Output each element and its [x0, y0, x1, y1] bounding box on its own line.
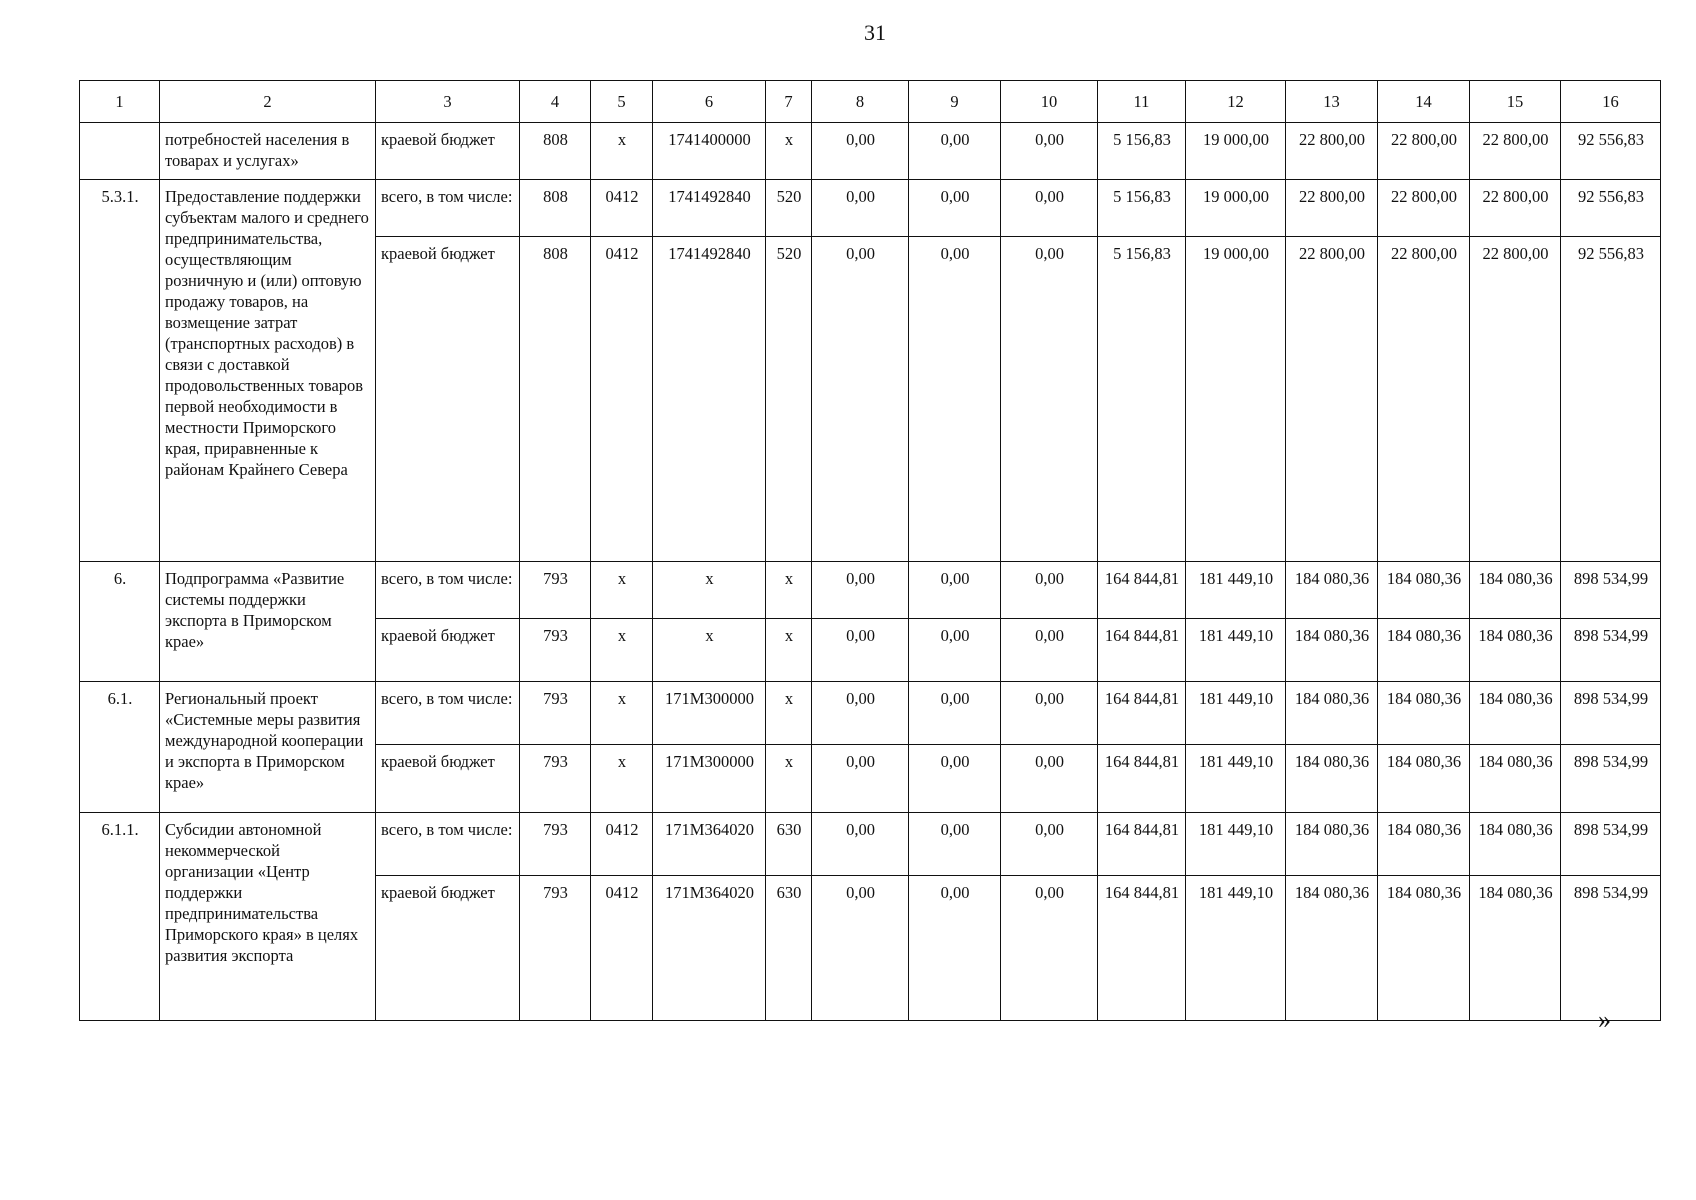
cell-c5: 0412 [591, 813, 653, 876]
funding-source: всего, в том числе: [376, 682, 520, 745]
cell-c8: 0,00 [812, 682, 909, 745]
column-header: 4 [520, 81, 591, 123]
item-number: 6.1.1. [80, 813, 160, 1021]
cell-c6: 1741492840 [653, 180, 766, 237]
column-header: 12 [1186, 81, 1286, 123]
cell-c16: 92 556,83 [1561, 123, 1661, 180]
cell-c12: 181 449,10 [1186, 562, 1286, 619]
funding-source: всего, в том числе: [376, 562, 520, 619]
cell-c5: x [591, 682, 653, 745]
item-description: Субсидии автономной некоммерческой организации «Центр поддержки предпринимательства Приморского края» в целях развития экспорта [160, 813, 376, 1021]
column-header: 5 [591, 81, 653, 123]
cell-c16: 898 534,99 [1561, 682, 1661, 745]
cell-c15: 184 080,36 [1470, 562, 1561, 619]
cell-c13: 22 800,00 [1286, 123, 1378, 180]
cell-c7: x [766, 562, 812, 619]
column-header: 6 [653, 81, 766, 123]
cell-c4: 793 [520, 876, 591, 1021]
cell-c8: 0,00 [812, 123, 909, 180]
cell-c5: x [591, 123, 653, 180]
cell-c14: 184 080,36 [1378, 745, 1470, 813]
cell-c12: 181 449,10 [1186, 745, 1286, 813]
cell-c8: 0,00 [812, 619, 909, 682]
cell-c16: 898 534,99 [1561, 876, 1661, 1021]
cell-c11: 164 844,81 [1098, 562, 1186, 619]
cell-c4: 793 [520, 813, 591, 876]
cell-c8: 0,00 [812, 813, 909, 876]
cell-c4: 793 [520, 682, 591, 745]
cell-c10: 0,00 [1001, 876, 1098, 1021]
header-row [80, 81, 1661, 123]
cell-c12: 181 449,10 [1186, 682, 1286, 745]
item-description: потребностей населения в товарах и услугах» [160, 123, 376, 180]
cell-c8: 0,00 [812, 237, 909, 562]
cell-c6: 171M300000 [653, 745, 766, 813]
table-row [80, 682, 1661, 745]
cell-c9: 0,00 [909, 562, 1001, 619]
column-header: 7 [766, 81, 812, 123]
cell-c14: 184 080,36 [1378, 619, 1470, 682]
cell-c9: 0,00 [909, 682, 1001, 745]
cell-c6: 171M364020 [653, 876, 766, 1021]
column-header: 1 [80, 81, 160, 123]
closing-quote-mark: » [1598, 1005, 1611, 1034]
cell-c14: 184 080,36 [1378, 562, 1470, 619]
funding-source: всего, в том числе: [376, 180, 520, 237]
funding-source: краевой бюджет [376, 876, 520, 1021]
cell-c5: x [591, 619, 653, 682]
column-header: 10 [1001, 81, 1098, 123]
cell-c7: x [766, 619, 812, 682]
cell-c10: 0,00 [1001, 745, 1098, 813]
cell-c8: 0,00 [812, 562, 909, 619]
cell-c13: 22 800,00 [1286, 180, 1378, 237]
cell-c10: 0,00 [1001, 123, 1098, 180]
cell-c6: 1741492840 [653, 237, 766, 562]
column-header: 3 [376, 81, 520, 123]
cell-c6: 171M364020 [653, 813, 766, 876]
cell-c7: x [766, 123, 812, 180]
cell-c10: 0,00 [1001, 180, 1098, 237]
cell-c6: 171M300000 [653, 682, 766, 745]
cell-c7: x [766, 745, 812, 813]
cell-c10: 0,00 [1001, 619, 1098, 682]
column-header: 2 [160, 81, 376, 123]
item-description: Предоставление поддержки субъектам малого и среднего предпринимательства, осуществляющим розничную и (или) оптовую продажу товаров, на возмещение затрат (транспортных расходов) в связи с доставкой продовольственных товаров первой необходимости в местности Приморского края, приравненные к районам Крайнего Севера [160, 180, 376, 562]
column-header: 13 [1286, 81, 1378, 123]
cell-c7: 520 [766, 180, 812, 237]
cell-c12: 19 000,00 [1186, 180, 1286, 237]
cell-c13: 184 080,36 [1286, 619, 1378, 682]
cell-c13: 184 080,36 [1286, 562, 1378, 619]
cell-c13: 184 080,36 [1286, 876, 1378, 1021]
item-description: Подпрограмма «Развитие системы поддержки экспорта в Приморском крае» [160, 562, 376, 682]
cell-c16: 92 556,83 [1561, 237, 1661, 562]
cell-c16: 898 534,99 [1561, 619, 1661, 682]
cell-c7: 630 [766, 876, 812, 1021]
cell-c5: 0412 [591, 876, 653, 1021]
cell-c15: 22 800,00 [1470, 123, 1561, 180]
cell-c8: 0,00 [812, 745, 909, 813]
page-number: 31 [864, 20, 886, 45]
cell-c12: 181 449,10 [1186, 813, 1286, 876]
cell-c5: 0412 [591, 237, 653, 562]
cell-c15: 184 080,36 [1470, 813, 1561, 876]
cell-c11: 164 844,81 [1098, 745, 1186, 813]
column-header: 8 [812, 81, 909, 123]
cell-c4: 793 [520, 562, 591, 619]
cell-c11: 164 844,81 [1098, 619, 1186, 682]
item-description: Региональный проект «Системные меры развития международной кооперации и экспорта в Приморском крае» [160, 682, 376, 813]
cell-c13: 184 080,36 [1286, 813, 1378, 876]
cell-c7: 520 [766, 237, 812, 562]
cell-c4: 808 [520, 237, 591, 562]
cell-c14: 22 800,00 [1378, 180, 1470, 237]
cell-c9: 0,00 [909, 237, 1001, 562]
item-number: 6.1. [80, 682, 160, 813]
cell-c10: 0,00 [1001, 562, 1098, 619]
cell-c13: 184 080,36 [1286, 682, 1378, 745]
cell-c10: 0,00 [1001, 237, 1098, 562]
budget-table [79, 80, 1661, 1021]
funding-source: краевой бюджет [376, 237, 520, 562]
column-header: 16 [1561, 81, 1661, 123]
cell-c6: x [653, 562, 766, 619]
cell-c11: 164 844,81 [1098, 682, 1186, 745]
funding-source: всего, в том числе: [376, 813, 520, 876]
cell-c14: 184 080,36 [1378, 813, 1470, 876]
cell-c9: 0,00 [909, 180, 1001, 237]
column-header: 14 [1378, 81, 1470, 123]
cell-c13: 22 800,00 [1286, 237, 1378, 562]
funding-source: краевой бюджет [376, 619, 520, 682]
cell-c9: 0,00 [909, 813, 1001, 876]
cell-c8: 0,00 [812, 180, 909, 237]
cell-c9: 0,00 [909, 876, 1001, 1021]
cell-c15: 184 080,36 [1470, 619, 1561, 682]
cell-c12: 181 449,10 [1186, 876, 1286, 1021]
cell-c15: 184 080,36 [1470, 682, 1561, 745]
cell-c4: 808 [520, 123, 591, 180]
cell-c11: 164 844,81 [1098, 876, 1186, 1021]
item-number [80, 123, 160, 180]
cell-c11: 5 156,83 [1098, 237, 1186, 562]
cell-c16: 898 534,99 [1561, 745, 1661, 813]
cell-c15: 184 080,36 [1470, 745, 1561, 813]
cell-c11: 164 844,81 [1098, 813, 1186, 876]
item-number: 5.3.1. [80, 180, 160, 562]
cell-c15: 22 800,00 [1470, 237, 1561, 562]
cell-c14: 184 080,36 [1378, 682, 1470, 745]
cell-c14: 22 800,00 [1378, 237, 1470, 562]
cell-c9: 0,00 [909, 745, 1001, 813]
table-row [80, 813, 1661, 876]
cell-c14: 184 080,36 [1378, 876, 1470, 1021]
cell-c7: 630 [766, 813, 812, 876]
table-row [80, 123, 1661, 180]
cell-c16: 898 534,99 [1561, 562, 1661, 619]
cell-c6: x [653, 619, 766, 682]
cell-c13: 184 080,36 [1286, 745, 1378, 813]
column-header: 15 [1470, 81, 1561, 123]
cell-c5: x [591, 562, 653, 619]
cell-c4: 808 [520, 180, 591, 237]
cell-c6: 1741400000 [653, 123, 766, 180]
cell-c15: 22 800,00 [1470, 180, 1561, 237]
cell-c5: 0412 [591, 180, 653, 237]
cell-c9: 0,00 [909, 123, 1001, 180]
cell-c15: 184 080,36 [1470, 876, 1561, 1021]
cell-c5: x [591, 745, 653, 813]
cell-c11: 5 156,83 [1098, 123, 1186, 180]
cell-c7: x [766, 682, 812, 745]
table-row [80, 562, 1661, 619]
funding-source: краевой бюджет [376, 745, 520, 813]
column-header: 9 [909, 81, 1001, 123]
cell-c12: 19 000,00 [1186, 123, 1286, 180]
cell-c9: 0,00 [909, 619, 1001, 682]
column-header: 11 [1098, 81, 1186, 123]
table-row [80, 180, 1661, 237]
cell-c10: 0,00 [1001, 813, 1098, 876]
cell-c16: 898 534,99 [1561, 813, 1661, 876]
cell-c12: 19 000,00 [1186, 237, 1286, 562]
item-number: 6. [80, 562, 160, 682]
cell-c8: 0,00 [812, 876, 909, 1021]
cell-c12: 181 449,10 [1186, 619, 1286, 682]
funding-source: краевой бюджет [376, 123, 520, 180]
cell-c4: 793 [520, 745, 591, 813]
cell-c11: 5 156,83 [1098, 180, 1186, 237]
cell-c14: 22 800,00 [1378, 123, 1470, 180]
cell-c10: 0,00 [1001, 682, 1098, 745]
cell-c16: 92 556,83 [1561, 180, 1661, 237]
cell-c4: 793 [520, 619, 591, 682]
